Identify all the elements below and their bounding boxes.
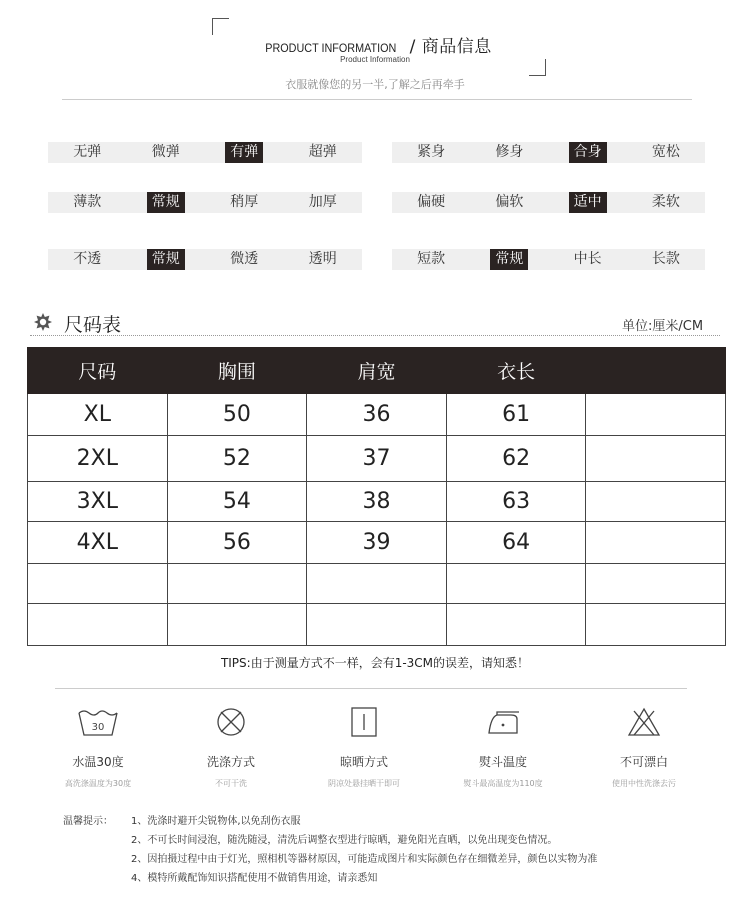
table-row <box>28 394 726 436</box>
table-cell: 4XL <box>28 522 168 564</box>
care-label: 熨斗温度 <box>478 755 527 769</box>
table-cell <box>167 564 307 604</box>
title-separator: / <box>403 37 422 57</box>
no-wash-icon <box>209 705 253 739</box>
table-cell: 52 <box>167 436 307 482</box>
care-label: 不可漂白 <box>619 755 668 769</box>
attr-option: 超弹 <box>308 144 337 160</box>
care-item-wash-method <box>171 705 291 789</box>
table-cell <box>307 564 447 604</box>
attr-fit <box>392 142 705 163</box>
attr-option: 长款 <box>651 251 680 267</box>
table-row <box>28 564 726 604</box>
slogan: 衣服就像您的另一半,了解之后再牵手 <box>285 78 465 91</box>
table-row <box>28 436 726 482</box>
table-cell: 39 <box>307 522 447 564</box>
table-cell: 63 <box>446 482 586 522</box>
table-cell <box>586 436 726 482</box>
table-cell: 50 <box>167 394 307 436</box>
attr-option: 透明 <box>308 251 337 267</box>
table-cell: XL <box>28 394 168 436</box>
attr-elasticity <box>48 142 362 163</box>
care-sub: 使用中性洗涤去污 <box>612 779 676 788</box>
dotted-divider <box>30 335 720 336</box>
care-label: 晾晒方式 <box>339 755 388 769</box>
attr-option: 常规 <box>127 192 206 213</box>
note-item: 2、因拍摄过程中由于灯光，照相机等器材原因，可能造成图片和实际颜色存在细微差异，颜色以实物为准 <box>131 854 598 865</box>
table-row <box>28 482 726 522</box>
size-table <box>27 347 726 646</box>
table-cell <box>446 604 586 646</box>
care-label: 水温30度 <box>72 755 124 769</box>
wash-30-icon <box>76 705 120 739</box>
care-sub: 不可干洗 <box>215 779 247 788</box>
column-header: 胸围 <box>167 348 307 394</box>
note-item: 1、洗涤时避开尖锐物体,以免刮伤衣服 <box>131 816 301 827</box>
table-cell <box>586 522 726 564</box>
table-cell <box>167 604 307 646</box>
table-row <box>28 522 726 564</box>
table-header-row <box>28 348 726 394</box>
attr-option: 无弹 <box>73 144 102 160</box>
table-cell: 37 <box>307 436 447 482</box>
column-header: 尺码 <box>28 348 168 394</box>
table-cell: 56 <box>167 522 307 564</box>
attr-option: 不透 <box>73 251 102 267</box>
attr-option: 偏硬 <box>417 194 446 210</box>
attr-option: 修身 <box>495 144 524 160</box>
attr-length <box>392 249 705 270</box>
table-cell <box>586 482 726 522</box>
table-cell <box>586 564 726 604</box>
attr-option: 稍厚 <box>230 194 259 210</box>
note-item: 4、模特所戴配饰知识搭配使用不做销售用途，请亲悉知 <box>131 873 378 884</box>
care-item-iron <box>443 705 563 789</box>
attr-option: 常规 <box>127 249 206 270</box>
attr-softness <box>392 192 705 213</box>
notes-heading: 温馨提示： <box>63 816 113 827</box>
table-cell <box>586 604 726 646</box>
care-item-dry <box>304 705 424 789</box>
table-cell: 2XL <box>28 436 168 482</box>
care-item-bleach <box>584 705 704 789</box>
care-sub: 熨斗最高温度为110度 <box>463 779 543 788</box>
header-divider <box>62 99 692 100</box>
attr-option: 中长 <box>573 251 602 267</box>
attr-option: 柔软 <box>651 194 680 210</box>
attr-option: 偏软 <box>495 194 524 210</box>
table-cell <box>28 604 168 646</box>
note-item: 2、不可长时间浸泡，随洗随浸，清洗后调整衣型进行晾晒，避免阳光直晒，以免出现变色情况。 <box>131 835 558 846</box>
table-cell <box>307 604 447 646</box>
measurement-tips: TIPS:由于测量方式不一样，会有1-3CM的误差，请知悉！ <box>220 656 530 670</box>
column-header <box>586 348 726 394</box>
table-cell: 3XL <box>28 482 168 522</box>
wash-temp-text: 30 <box>91 722 105 733</box>
iron-icon <box>481 705 525 739</box>
attr-option: 宽松 <box>651 144 680 160</box>
attr-thickness <box>48 192 362 213</box>
care-divider <box>55 688 687 689</box>
column-header: 肩宽 <box>307 348 447 394</box>
size-chart-unit: 单位:厘米/CM <box>622 319 704 334</box>
size-chart-title: 尺码表 <box>64 314 122 336</box>
line-dry-icon <box>342 705 386 739</box>
care-sub: 阴凉处悬挂晒干即可 <box>328 779 400 788</box>
table-cell: 64 <box>446 522 586 564</box>
table-cell: 61 <box>446 394 586 436</box>
table-row <box>28 604 726 646</box>
notes-list <box>131 812 597 888</box>
attr-option: 有弹 <box>205 142 284 163</box>
no-bleach-icon <box>622 705 666 739</box>
attr-option: 紧身 <box>417 144 446 160</box>
table-cell: 36 <box>307 394 447 436</box>
table-cell <box>28 564 168 604</box>
title-en: PRODUCT INFORMATION <box>265 41 397 55</box>
attr-option: 适中 <box>549 192 627 213</box>
attr-option: 短款 <box>417 251 446 267</box>
table-cell: 38 <box>307 482 447 522</box>
table-cell <box>586 394 726 436</box>
sun-badge-icon <box>34 313 52 331</box>
attr-option: 微弹 <box>151 144 180 160</box>
care-label: 洗涤方式 <box>206 755 255 769</box>
attr-option: 加厚 <box>308 194 337 210</box>
section-subtitle: Product Information <box>340 55 410 64</box>
section-title <box>0 32 750 57</box>
attr-option: 合身 <box>549 142 627 163</box>
care-sub: 高洗涤温度为30度 <box>64 779 132 788</box>
attr-option: 薄款 <box>73 194 102 210</box>
attr-transparency <box>48 249 362 270</box>
table-cell: 62 <box>446 436 586 482</box>
attr-option: 常规 <box>470 249 548 270</box>
table-cell: 54 <box>167 482 307 522</box>
attr-option: 微透 <box>230 251 259 267</box>
column-header: 衣长 <box>446 348 586 394</box>
care-item-wash <box>38 705 158 789</box>
title-cn: 商品信息 <box>421 37 492 57</box>
table-cell <box>446 564 586 604</box>
